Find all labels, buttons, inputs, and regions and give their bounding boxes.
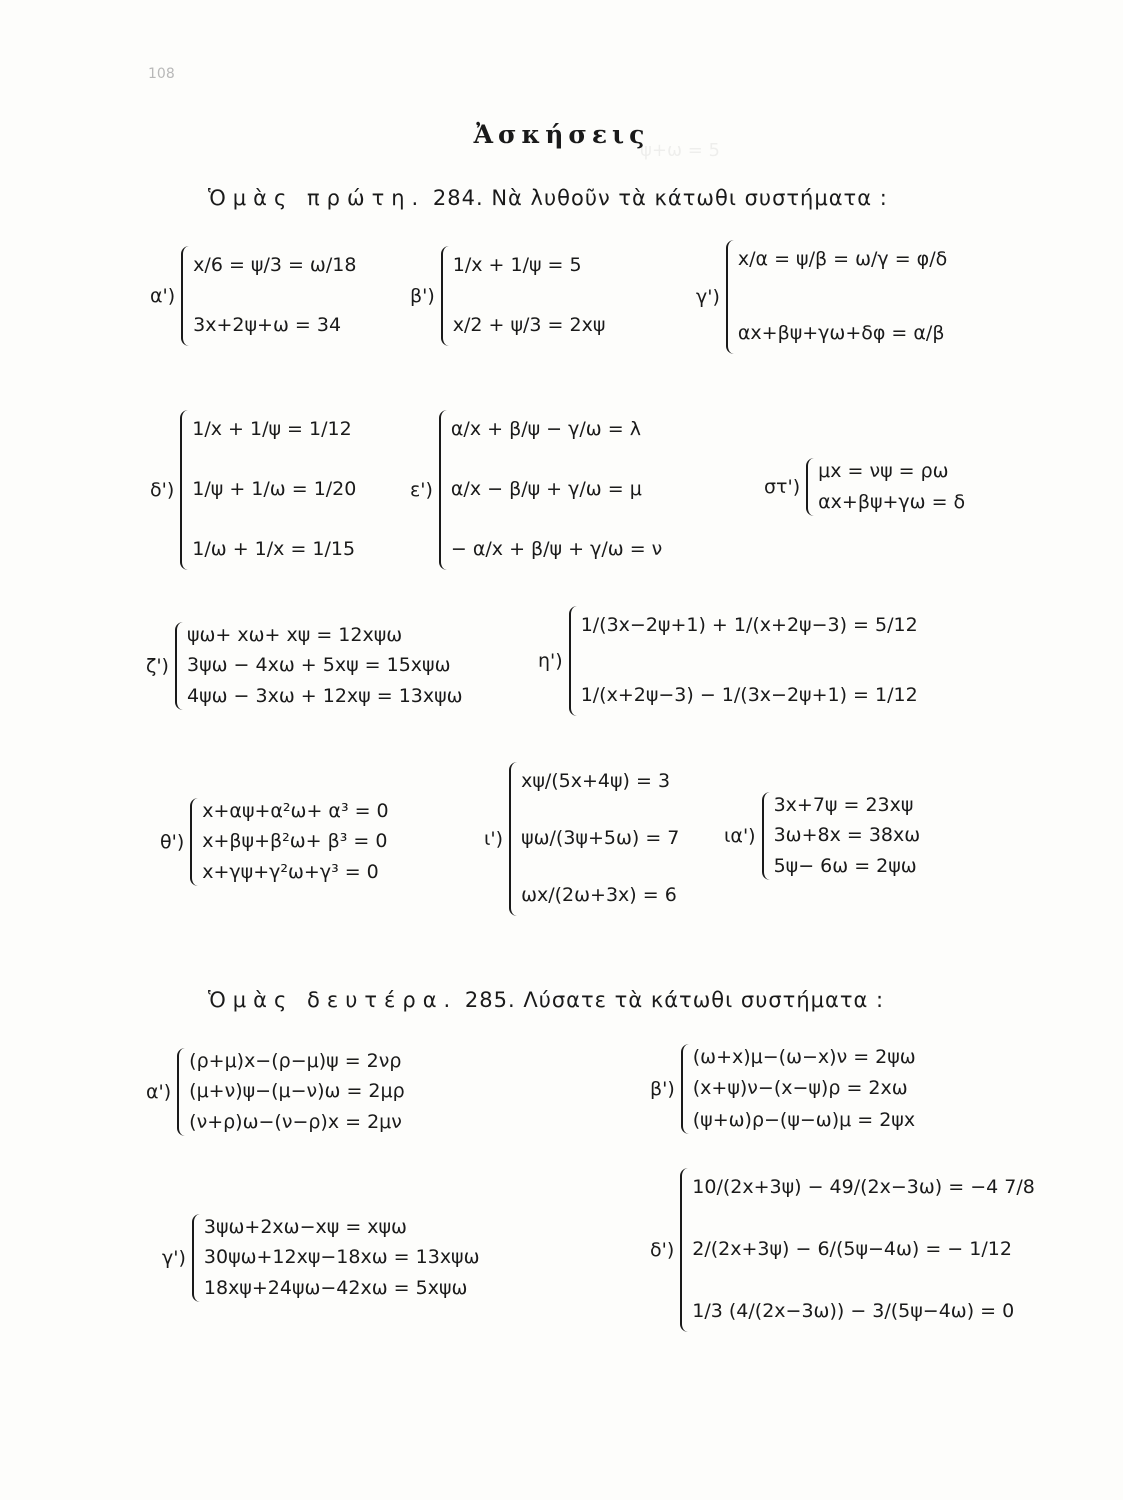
equation-system [569, 606, 918, 716]
page-number: 108 [148, 66, 175, 82]
equation-system [180, 410, 356, 570]
equation: 1/(3x−2ψ+1) + 1/(x+2ψ−3) = 5/12 [580, 614, 918, 636]
equation: (ω+x)μ−(ω−x)ν = 2ψω [692, 1046, 916, 1068]
equation: x/2 + ψ/3 = 2xψ [452, 314, 606, 337]
group-two-title [208, 988, 884, 1012]
exercise-label: α') [146, 1081, 172, 1103]
equation: α/x + β/ψ − γ/ω = λ [450, 418, 641, 440]
exercise-284-b [410, 246, 605, 346]
equation: 2/(2x+3ψ) − 6/(5ψ−4ω) = − 1/12 [692, 1238, 1012, 1261]
exercise-label: β') [410, 285, 435, 307]
exercise-284-ia [724, 792, 920, 880]
equation: 1/(x+2ψ−3) − 1/(3x−2ψ+1) = 1/12 [580, 684, 918, 707]
equation: 5ψ− 6ω = 2ψω [773, 854, 917, 877]
equation: (μ+ν)ψ−(μ−ν)ω = 2μρ [189, 1080, 405, 1103]
equation-system [192, 1214, 480, 1302]
exercise-label: θ') [160, 831, 185, 853]
equation: (ρ+μ)x−(ρ−μ)ψ = 2νρ [189, 1050, 402, 1072]
equation: ψω+ xω+ xψ = 12xψω [186, 624, 403, 646]
equation: (ψ+ω)ρ−(ψ−ω)μ = 2ψx [692, 1108, 916, 1131]
equation: 1/3 (4/(2x−3ω)) − 3/(5ψ−4ω) = 0 [692, 1300, 1015, 1323]
equation: x+αψ+α²ω+ α³ = 0 [202, 800, 389, 822]
equation: αx+βψ+γω+δφ = α/β [737, 322, 945, 345]
exercise-label: β') [650, 1078, 675, 1100]
equation: ωx/(2ω+3x) = 6 [521, 884, 677, 907]
equation-system [806, 458, 965, 516]
exercise-label: δ') [150, 479, 175, 501]
exercise-284-z [146, 622, 463, 710]
equation: 3x+7ψ = 23xψ [773, 794, 914, 816]
bleed-through-text: ψ+ω = 5 [640, 140, 721, 161]
group-two-instruction: 285. Λύσατε τὰ κάτωθι συστήματα : [464, 988, 885, 1012]
exercise-284-i [484, 762, 679, 916]
equation: ψω/(3ψ+5ω) = 7 [521, 827, 680, 850]
equation-system [509, 762, 679, 916]
exercise-label: η') [538, 650, 563, 672]
exercise-label: γ') [162, 1247, 186, 1269]
exercise-label: γ') [696, 286, 720, 308]
equation: x/6 = ψ/3 = ω/18 [193, 254, 357, 276]
equation-system [762, 792, 921, 880]
equation: 30ψω+12xψ−18xω = 13xψω [203, 1246, 480, 1269]
equation: x+γψ+γ²ω+γ³ = 0 [202, 860, 379, 883]
group-two-name: Ὁμὰς δευτέρα. [208, 988, 458, 1012]
group-one-title [208, 186, 888, 210]
equation: 10/(2x+3ψ) − 49/(2x−3ω) = −4 7/8 [692, 1176, 1035, 1198]
equation: 3x+2ψ+ω = 34 [193, 314, 342, 337]
equation: 3ψω − 4xω + 5xψ = 15xψω [186, 654, 451, 677]
equation: (ν+ρ)ω−(ν−ρ)x = 2μν [189, 1110, 402, 1133]
group-one-name: Ὁμὰς πρώτη. [208, 186, 426, 210]
equation: 3ω+8x = 38xω [773, 824, 921, 847]
equation-system [441, 246, 606, 346]
equation-system [681, 1044, 916, 1134]
exercise-284-th [160, 798, 389, 886]
equation: 4ψω − 3xω + 12xψ = 13xψω [186, 684, 463, 707]
equation-system [181, 246, 356, 346]
section-heading: Ἀσκήσεις [473, 120, 650, 149]
group-one-instruction: 284. Νὰ λυθοῦν τὰ κάτωθι συστήματα : [432, 186, 888, 210]
equation: xψ/(5x+4ψ) = 3 [521, 770, 671, 792]
equation: αx+βψ+γω = δ [818, 490, 966, 513]
exercise-284-e [410, 410, 662, 570]
exercise-label: ζ') [146, 655, 169, 677]
exercise-284-h [538, 606, 918, 716]
exercise-285-c [162, 1214, 480, 1302]
exercise-label: ε') [410, 479, 433, 501]
equation: 1/ω + 1/x = 1/15 [192, 538, 356, 561]
exercise-284-d [150, 410, 356, 570]
equation-system [726, 240, 947, 354]
equation-system [190, 798, 388, 886]
exercise-label: ι') [484, 828, 504, 850]
exercise-285-a [146, 1048, 405, 1136]
equation: 1/x + 1/ψ = 5 [452, 254, 582, 276]
equation: 1/x + 1/ψ = 1/12 [192, 418, 352, 440]
exercise-284-c [696, 240, 947, 354]
equation: − α/x + β/ψ + γ/ω = ν [450, 538, 663, 561]
equation-system [680, 1168, 1035, 1332]
equation: x/α = ψ/β = ω/γ = φ/δ [737, 248, 948, 270]
exercise-285-d [650, 1168, 1035, 1332]
exercise-label: α') [150, 285, 176, 307]
exercise-284-st [764, 458, 965, 516]
exercise-label: στ') [764, 476, 801, 498]
equation: 1/ψ + 1/ω = 1/20 [192, 478, 357, 501]
equation-system [175, 622, 463, 710]
equation: 3ψω+2xω−xψ = xψω [203, 1216, 407, 1238]
equation: x+βψ+β²ω+ β³ = 0 [202, 830, 388, 853]
equation: 18xψ+24ψω−42xω = 5xψω [203, 1276, 468, 1299]
equation: (x+ψ)ν−(x−ψ)ρ = 2xω [692, 1077, 908, 1100]
equation: μx = νψ = ρω [818, 460, 949, 482]
exercise-285-b [650, 1044, 916, 1134]
exercise-label: ια') [724, 825, 756, 847]
equation: α/x − β/ψ + γ/ω = μ [450, 478, 642, 501]
exercise-label: δ') [650, 1239, 675, 1261]
equation-system [177, 1048, 405, 1136]
exercise-284-a [150, 246, 356, 346]
equation-system [439, 410, 662, 570]
